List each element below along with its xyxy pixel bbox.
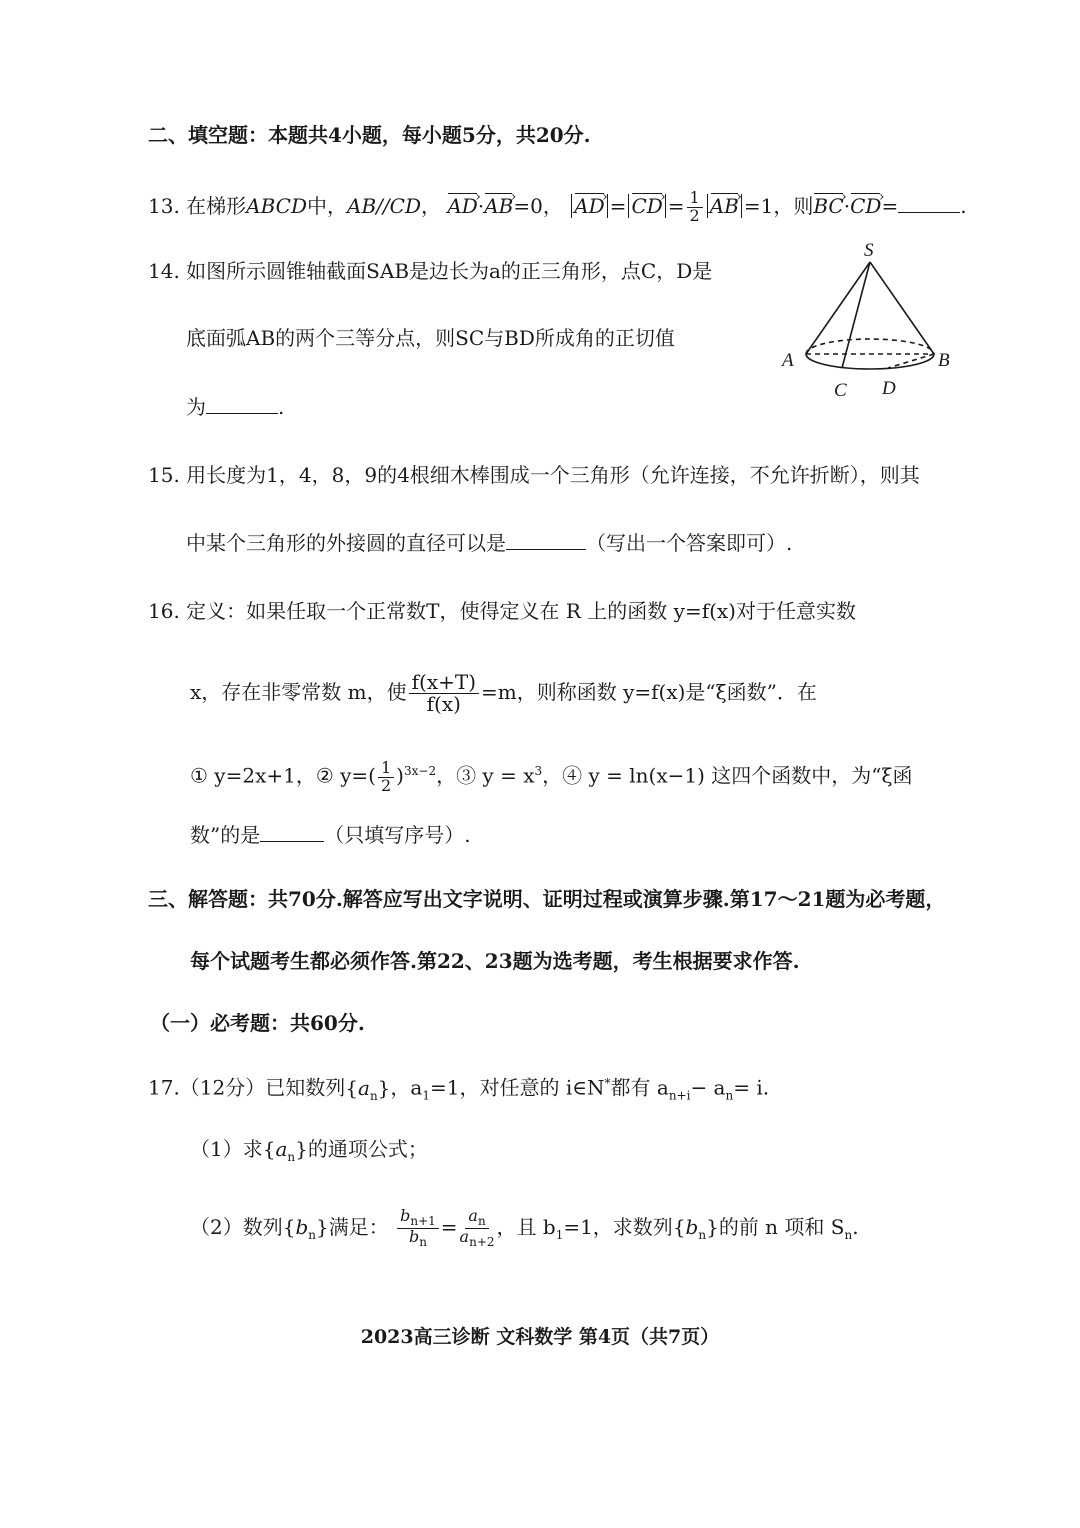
fraction-f-ratio: $\frac{f(x+T)}{f(x)}$ bbox=[409, 672, 479, 715]
q13-abcd: ABCD bbox=[246, 193, 308, 218]
q17-text-6: = i bbox=[733, 1075, 763, 1100]
q14-text-3: 为 bbox=[186, 395, 206, 419]
q17-part2-text-4: =1，求数列 bbox=[563, 1214, 673, 1239]
vector-ad: AD › bbox=[447, 191, 477, 221]
cone-edge-sb bbox=[870, 262, 934, 354]
q17-text-4: 都有 a bbox=[610, 1075, 669, 1100]
segment-sc bbox=[842, 262, 870, 368]
q13-number: 13. bbox=[148, 193, 180, 218]
page-footer: 2023高三诊断 文科数学 第4页（共7页） bbox=[360, 1326, 720, 1348]
label-c: C bbox=[834, 380, 847, 401]
question-16-line-4 bbox=[190, 820, 471, 850]
q17-text-3: =1，对任意的 i∈N bbox=[429, 1075, 605, 1100]
question-14-line-1 bbox=[148, 256, 712, 286]
q16-fn-1-2: ① y=2x+1，② y=( bbox=[190, 763, 376, 788]
fraction-b-ratio: $\frac{b_{n+1}}{b_n}$ bbox=[397, 1208, 439, 1249]
q17-text-1: 17.（12分）已知数列 bbox=[148, 1075, 346, 1100]
section-3-subheading: （一）必考题：共60分. bbox=[150, 1011, 365, 1035]
vector-bc: BC › bbox=[813, 191, 843, 221]
label-b: B bbox=[938, 350, 950, 371]
q13-dot-eq: =0， bbox=[513, 193, 563, 218]
q16-exponent: 3x−2 bbox=[403, 764, 437, 778]
q16-fn-4: ，④ y = ln(x−1) 这四个函数中，为“ξ函 bbox=[542, 763, 913, 788]
q16-text-1: 定义：如果任取一个正常数T，使得定义在 R 上的函数 y=f(x)对于任意实数 bbox=[186, 599, 856, 623]
q16-text-2a: x，存在非零常数 m，使 bbox=[190, 680, 407, 704]
section-3-heading-line-2: 每个试题考生都必须作答.第22、23题为选考题，考生根据要求作答. bbox=[190, 949, 800, 973]
q17-part1-text-1: （1）求 bbox=[190, 1137, 263, 1161]
q13-text-1: 在梯形 bbox=[186, 193, 247, 218]
q13-text-2: 中， bbox=[307, 193, 348, 218]
q17-text-5: − a bbox=[690, 1075, 726, 1100]
q14-answer-blank[interactable] bbox=[206, 395, 278, 414]
q13-period: . bbox=[960, 193, 967, 218]
question-17-line-1: 17.（12分）已知数列$\{a_n\}$，$a_1=1$，对任意的 i∈N*都有 $a_{n+i}- a_n= i$. bbox=[148, 1075, 770, 1103]
label-s: S bbox=[864, 240, 874, 261]
question-15-line-2 bbox=[186, 528, 792, 558]
q17-part2-text-5: 的前 n 项和 S bbox=[718, 1214, 845, 1239]
seq-an-1: $\{a_n\}$ bbox=[345, 1075, 391, 1103]
q13-parallel: AB//CD bbox=[347, 193, 421, 218]
question-14-line-2: 底面弧AB的两个三等分点，则SC与BD所成角的正切值 bbox=[186, 326, 675, 350]
q16-cube: 3 bbox=[534, 764, 543, 778]
question-16-line-1 bbox=[148, 596, 856, 626]
q13-comma: ， bbox=[421, 193, 441, 218]
label-a: A bbox=[782, 350, 794, 371]
question-13: 13. 在梯形ABCD中，AB//CD， AD ›·AB ›=0， AD › = CD › = $\frac{1}{2}$ AB › =1，则BC ›·CD ›= . bbox=[148, 190, 967, 225]
q17-star: * bbox=[604, 1076, 611, 1090]
q13-eq1: =1，则 bbox=[743, 193, 814, 218]
q14-period: . bbox=[278, 395, 285, 419]
q17-part2-text-2: 满足： bbox=[328, 1214, 389, 1239]
fraction-one-half: $\frac{1}{2}$ bbox=[687, 190, 703, 225]
label-d: D bbox=[882, 378, 896, 399]
q16-text-4: 数”的是 bbox=[190, 823, 261, 847]
vector-ab: AB › bbox=[484, 191, 513, 221]
q17-text-2: ，a bbox=[390, 1075, 423, 1100]
q17-part1-text-2: 的通项公式； bbox=[307, 1137, 428, 1161]
section-3-heading: 三、解答题：共70分.解答应写出文字说明、证明过程或演算步骤.第17～21题为必考题， bbox=[148, 887, 946, 911]
abs-ad: AD › bbox=[571, 194, 607, 218]
q17-part2-text-3: ，且 b bbox=[496, 1214, 556, 1239]
q14-number: 14. bbox=[148, 259, 180, 283]
q17-part2-text-1: （2）数列 bbox=[190, 1214, 283, 1239]
q14-text-1: 如图所示圆锥轴截面SAB是边长为a的正三角形，点C，D是 bbox=[186, 259, 713, 283]
cone-base-back bbox=[806, 339, 934, 354]
seq-an-2: $\{a_n\}$ bbox=[262, 1137, 308, 1164]
q13-equals: = bbox=[881, 193, 899, 218]
q15-text-2: 中某个三角形的外接圆的直径可以是 bbox=[186, 531, 506, 555]
question-15-line-1 bbox=[148, 460, 920, 490]
q15-text-1: 用长度为1，4，8，9的4根细木棒围成一个三角形（允许连接，不允许折断），则其 bbox=[186, 463, 920, 487]
cone-figure bbox=[778, 236, 958, 406]
fraction-a-ratio: $\frac{a_n}{a_{n+2}}$ bbox=[459, 1206, 495, 1249]
fraction-one-half-base: $\frac{1}{2}$ bbox=[378, 760, 394, 795]
q17-period: . bbox=[762, 1075, 770, 1100]
q15-answer-blank[interactable] bbox=[506, 531, 586, 550]
vector-cd: CD › bbox=[850, 191, 881, 221]
q13-answer-blank[interactable] bbox=[898, 194, 960, 213]
seq-bn-2: $\{b_n\}$ bbox=[672, 1214, 719, 1242]
q15-number: 15. bbox=[148, 463, 180, 487]
q16-text-5: （只填写序号）. bbox=[324, 823, 471, 847]
cone-edge-sa bbox=[806, 262, 870, 354]
q16-fn-3: ，③ y = x bbox=[436, 763, 535, 788]
question-16-line-3: ① y=2x+1，② y=( $\frac{1}{2}$ )$^{3x-2}$，③ $y = x^3$，④ y = ln(x−1) 这四个函数中，为“ξ函 bbox=[190, 757, 913, 795]
question-17-part-1 bbox=[190, 1134, 428, 1172]
question-14-line-3 bbox=[186, 392, 284, 422]
q16-number: 16. bbox=[148, 599, 180, 623]
abs-ab: AB › bbox=[707, 194, 742, 218]
cone-base-front bbox=[806, 354, 934, 369]
question-17-part-2: （2）数列$\{b_n\}$满足： $\frac{b_{n+1}}{b_n}$ = $\frac{a_n}{a_{n+2}}$ ，且 $b_1=1$，求数列$\{b_n\}$的前 n 项和 $S_n$. bbox=[190, 1206, 859, 1249]
seq-bn-1: $\{b_n\}$ bbox=[282, 1214, 329, 1242]
abs-cd: CD › bbox=[628, 194, 665, 218]
q16-text-2b: =m，则称函数 y=f(x)是“ξ函数”．在 bbox=[481, 680, 817, 704]
q17-part2-period: . bbox=[852, 1214, 859, 1239]
question-16-line-2 bbox=[190, 672, 817, 715]
q16-answer-blank[interactable] bbox=[260, 823, 324, 842]
q15-text-3: （写出一个答案即可）. bbox=[586, 531, 793, 555]
section-2-heading: 二、填空题：本题共4小题，每小题5分，共20分. bbox=[148, 123, 591, 147]
